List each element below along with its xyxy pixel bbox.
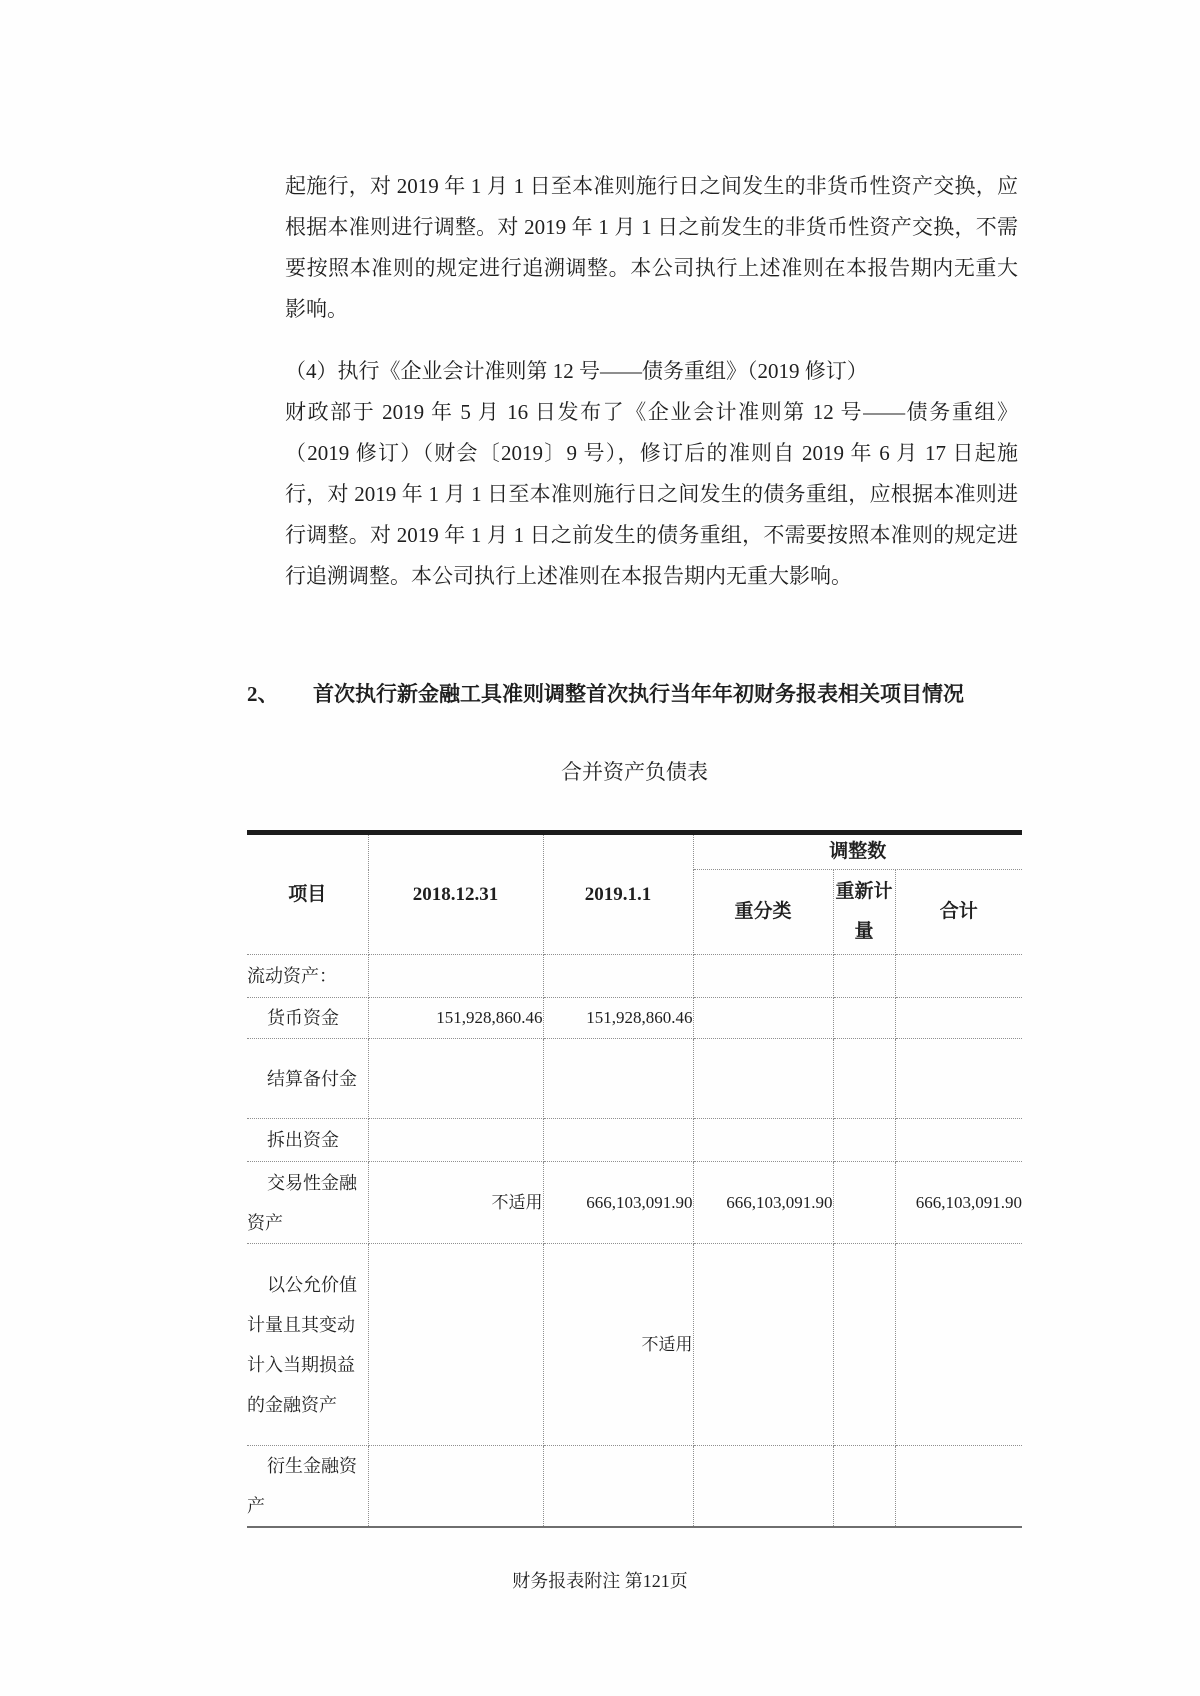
cell-2019-1-1: 666,103,091.90 [543, 1162, 693, 1244]
cell-reclassification: 666,103,091.90 [693, 1162, 833, 1244]
table-title-consolidated-balance-sheet: 合并资产负债表 [561, 760, 708, 784]
cell-total [895, 998, 1022, 1039]
cell-2019-1-1 [543, 1446, 693, 1528]
cell-2019-1-1 [543, 1039, 693, 1119]
header-adjustments: 调整数 [693, 833, 1022, 870]
paragraph-item4 [285, 351, 1018, 597]
page-footer: 财务报表附注 第121页 [512, 1571, 688, 1591]
header-2018-12-31: 2018.12.31 [368, 833, 543, 955]
header-remeasurement: 重新计量 [833, 870, 895, 955]
cell-2018-12-31 [368, 1119, 543, 1162]
cell-reclassification [693, 998, 833, 1039]
table-row-fvtpl-financial-assets [247, 1244, 1022, 1446]
paragraph-standard-continuation: 起施行，对 2019 年 1 月 1 日至本准则施行日之间发生的非货币性资产交换，应根据本准则进行调整。对 2019 年 1 月 1 日之前发生的非货币性资产交换，不需要按照本准则的规定进行追溯调整。本公司执行上述准则在本报告期内无重大影响。 [285, 174, 1018, 321]
table-row-trading-financial-assets [247, 1162, 1022, 1244]
cell-reclassification [693, 1244, 833, 1446]
cell-reclassification [693, 1119, 833, 1162]
cell-remeasurement [833, 1162, 895, 1244]
item4-body: 财政部于 2019 年 5 月 16 日发布了《企业会计准则第 12 号——债务重组》（2019 修订）（财会〔2019〕9 号），修订后的准则自 2019 年 6 月 17 日起施行，对 2019 年 1 月 1 日至本准则施行日之间发生的债务重组，应根据本准则进行调整。对 2019 年 1 月 1 日之前发生的债务重组，不需要按照本准则的规定进行追溯调整。本公司执行上述准则在本报告期内无重大影响。 [285, 400, 1018, 588]
header-reclassification: 重分类 [693, 870, 833, 955]
cell-label: 衍生金融资产 [247, 1446, 368, 1528]
cell-remeasurement [833, 1119, 895, 1162]
cell-label: 以公允价值计量且其变动计入当期损益的金融资产 [247, 1244, 368, 1446]
cell-total [895, 1446, 1022, 1528]
cell-remeasurement [833, 1446, 895, 1528]
header-2019-1-1: 2019.1.1 [543, 833, 693, 955]
table-row-monetary-funds [247, 998, 1022, 1039]
section2-title: 首次执行新金融工具准则调整首次执行当年年初财务报表相关项目情况 [313, 682, 964, 706]
cell-total: 666,103,091.90 [895, 1162, 1022, 1244]
table-row-settlement-reserves [247, 1039, 1022, 1119]
cell-total [895, 1119, 1022, 1162]
cell-2018-12-31 [368, 1446, 543, 1528]
cell-2018-12-31: 151,928,860.46 [368, 998, 543, 1039]
cell-label: 货币资金 [247, 998, 368, 1039]
section2-number: 2、 [247, 682, 279, 706]
cell-total [895, 1244, 1022, 1446]
cell-label: 交易性金融资产 [247, 1162, 368, 1244]
section2-heading [247, 674, 1022, 715]
header-total: 合计 [895, 870, 1022, 955]
cell-remeasurement [833, 1244, 895, 1446]
cell-total [895, 1039, 1022, 1119]
balance-sheet-table [247, 830, 1022, 1528]
table-row-derivative-financial-assets [247, 1446, 1022, 1528]
cell-2018-12-31 [368, 1244, 543, 1446]
cell-reclassification [693, 1039, 833, 1119]
cell-2019-1-1 [543, 955, 693, 998]
cell-remeasurement [833, 955, 895, 998]
cell-2018-12-31 [368, 955, 543, 998]
cell-2019-1-1 [543, 1119, 693, 1162]
table-row-current-assets [247, 955, 1022, 998]
cell-remeasurement [833, 1039, 895, 1119]
cell-2019-1-1: 151,928,860.46 [543, 998, 693, 1039]
item4-heading: （4）执行《企业会计准则第 12 号——债务重组》（2019 修订） [285, 359, 868, 383]
cell-label: 拆出资金 [247, 1119, 368, 1162]
cell-reclassification [693, 1446, 833, 1528]
table-row-loans-to-banks [247, 1119, 1022, 1162]
cell-reclassification [693, 955, 833, 998]
cell-2018-12-31 [368, 1039, 543, 1119]
cell-2019-1-1: 不适用 [543, 1244, 693, 1446]
cell-total [895, 955, 1022, 998]
table-header [247, 833, 1022, 955]
cell-label: 结算备付金 [247, 1039, 368, 1119]
cell-remeasurement [833, 998, 895, 1039]
header-item: 项目 [247, 833, 368, 955]
cell-2018-12-31: 不适用 [368, 1162, 543, 1244]
cell-label: 流动资产： [247, 955, 368, 998]
